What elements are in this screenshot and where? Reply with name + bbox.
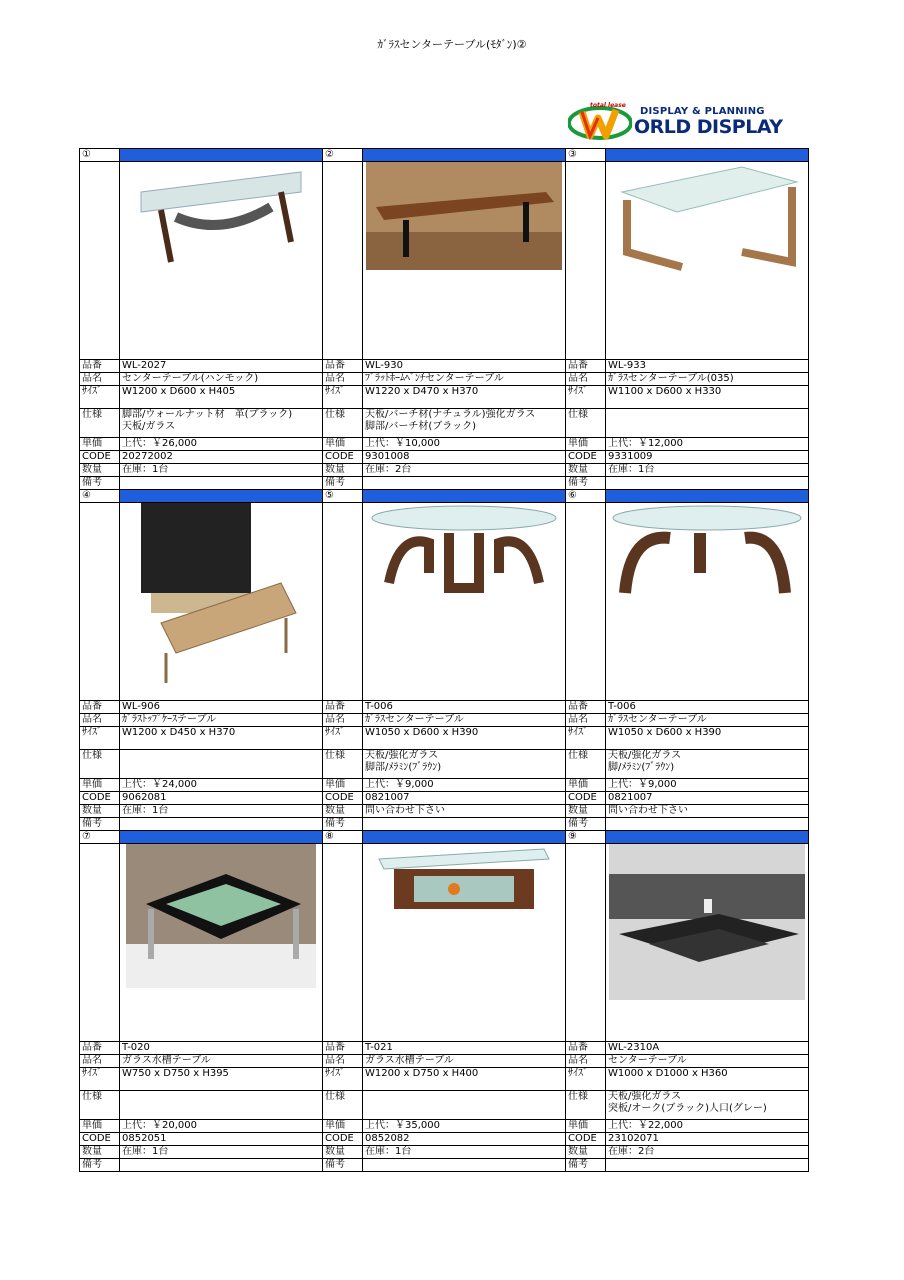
- item-number: ⑤: [323, 490, 363, 503]
- product-note: [363, 818, 566, 831]
- field-label: 仕様: [566, 750, 606, 779]
- field-label: 備考: [323, 818, 363, 831]
- image-label-cell: [80, 844, 120, 1042]
- image-label-cell: [80, 503, 120, 701]
- field-label: 品名: [323, 1055, 363, 1068]
- field-label: 仕様: [323, 1091, 363, 1120]
- product-code: 9301008: [363, 451, 566, 464]
- field-label: 単価: [566, 438, 606, 451]
- field-label: 品番: [323, 701, 363, 714]
- logo-wordmark: ORLD DISPLAY: [634, 116, 783, 138]
- catalog-table: [79, 148, 809, 1172]
- product-code-no: WL-2027: [120, 360, 323, 373]
- field-label: 備考: [323, 1159, 363, 1172]
- field-label: CODE: [80, 792, 120, 805]
- field-label: 品名: [80, 373, 120, 386]
- product-spec: [606, 750, 809, 779]
- field-label: 備考: [323, 477, 363, 490]
- field-row-price: [80, 1120, 809, 1133]
- field-row-code_no: [80, 701, 809, 714]
- product-quantity: 在庫：2台: [363, 464, 566, 477]
- header-row: [80, 490, 809, 503]
- field-row-code: [80, 451, 809, 464]
- product-name: ガラス水槽テーブル: [120, 1055, 323, 1068]
- product-image: [363, 162, 566, 360]
- product-price: 上代：￥35,000: [363, 1120, 566, 1133]
- image-row: [80, 503, 809, 701]
- product-code-no: WL-930: [363, 360, 566, 373]
- item-number: ⑥: [566, 490, 606, 503]
- item-number: ①: [80, 149, 120, 162]
- header-row: [80, 149, 809, 162]
- spec-line-2: 脚部/バーチ材(ブラック): [365, 421, 476, 432]
- field-label: 品番: [566, 701, 606, 714]
- product-name: センターテーブル(ハンモック): [120, 373, 323, 386]
- product-size: W1200 x D750 x H400: [363, 1068, 566, 1091]
- field-label: 単価: [80, 438, 120, 451]
- image-row: [80, 844, 809, 1042]
- field-label: ｻｲｽﾞ: [323, 727, 363, 750]
- field-label: 単価: [323, 1120, 363, 1133]
- product-price: 上代：￥20,000: [120, 1120, 323, 1133]
- field-label: 備考: [80, 477, 120, 490]
- product-name: ｶﾞﾗｽセンターテーブル: [606, 714, 809, 727]
- field-label: 品名: [566, 373, 606, 386]
- field-label: 仕様: [323, 409, 363, 438]
- image-label-cell: [80, 162, 120, 360]
- field-label: CODE: [566, 451, 606, 464]
- field-row-qty: [80, 464, 809, 477]
- field-label: 品名: [323, 714, 363, 727]
- field-label: CODE: [80, 451, 120, 464]
- field-row-qty: [80, 1146, 809, 1159]
- product-image: [120, 162, 323, 360]
- field-row-code_no: [80, 360, 809, 373]
- product-size: W1100 x D600 x H330: [606, 386, 809, 409]
- product-name: ｶﾞﾗｽセンターテーブル(035): [606, 373, 809, 386]
- spec-line-2: 脚部/ﾒﾗﾐﾝ(ﾌﾞﾗｳﾝ): [365, 762, 442, 773]
- field-label: 品番: [80, 701, 120, 714]
- product-code-no: WL-2310A: [606, 1042, 809, 1055]
- field-label: ｻｲｽﾞ: [323, 1068, 363, 1091]
- product-quantity: 在庫：1台: [120, 1146, 323, 1159]
- product-price: 上代：￥9,000: [363, 779, 566, 792]
- product-quantity: 在庫：1台: [120, 805, 323, 818]
- item-number: ⑦: [80, 831, 120, 844]
- product-size: W1200 x D450 x H370: [120, 727, 323, 750]
- product-spec: [606, 1091, 809, 1120]
- product-spec: [120, 409, 323, 438]
- field-label: 単価: [80, 1120, 120, 1133]
- header-bar: [120, 149, 323, 162]
- product-code: 0852082: [363, 1133, 566, 1146]
- item-number: ⑧: [323, 831, 363, 844]
- product-name: センターテーブル: [606, 1055, 809, 1068]
- product-price: 上代：￥26,000: [120, 438, 323, 451]
- field-label: 数量: [566, 1146, 606, 1159]
- product-price: 上代：￥22,000: [606, 1120, 809, 1133]
- field-row-spec: [80, 1091, 809, 1120]
- field-label: 品名: [323, 373, 363, 386]
- header-bar: [120, 490, 323, 503]
- header-bar: [363, 149, 566, 162]
- field-label: 品番: [323, 360, 363, 373]
- product-note: [120, 818, 323, 831]
- header-row: [80, 831, 809, 844]
- field-label: 単価: [80, 779, 120, 792]
- field-label: 品名: [566, 1055, 606, 1068]
- field-label: 品名: [80, 1055, 120, 1068]
- product-code: 23102071: [606, 1133, 809, 1146]
- product-quantity: 在庫：1台: [120, 464, 323, 477]
- field-label: 備考: [566, 477, 606, 490]
- field-label: 数量: [80, 1146, 120, 1159]
- field-label: ｻｲｽﾞ: [566, 727, 606, 750]
- product-note: [120, 1159, 323, 1172]
- field-label: 数量: [566, 805, 606, 818]
- field-label: 数量: [323, 1146, 363, 1159]
- header-bar: [363, 490, 566, 503]
- product-code: 9062081: [120, 792, 323, 805]
- product-name: ｶﾞﾗｽﾄｯﾌﾟｹｰｽテーブル: [120, 714, 323, 727]
- field-label: 品名: [566, 714, 606, 727]
- image-row: [80, 162, 809, 360]
- field-label: CODE: [323, 792, 363, 805]
- header-bar: [606, 490, 809, 503]
- item-number: ②: [323, 149, 363, 162]
- field-label: 備考: [566, 818, 606, 831]
- logo-tagline: total lease: [590, 102, 626, 109]
- product-size: W750 x D750 x H395: [120, 1068, 323, 1091]
- field-label: ｻｲｽﾞ: [566, 386, 606, 409]
- image-label-cell: [566, 503, 606, 701]
- product-size: W1050 x D600 x H390: [363, 727, 566, 750]
- field-label: 備考: [80, 1159, 120, 1172]
- product-code-no: T-021: [363, 1042, 566, 1055]
- field-row-spec: [80, 409, 809, 438]
- product-note: [606, 818, 809, 831]
- field-label: CODE: [566, 1133, 606, 1146]
- product-quantity: 在庫：1台: [363, 1146, 566, 1159]
- product-note: [363, 1159, 566, 1172]
- header-bar: [606, 831, 809, 844]
- product-size: W1050 x D600 x H390: [606, 727, 809, 750]
- product-image: [363, 844, 566, 1042]
- image-label-cell: [323, 844, 363, 1042]
- field-row-size: [80, 727, 809, 750]
- field-row-price: [80, 438, 809, 451]
- spec-line-1: 天板/強化ガラス: [608, 1091, 682, 1102]
- product-note: [120, 477, 323, 490]
- field-row-note: [80, 818, 809, 831]
- header-bar: [363, 831, 566, 844]
- spec-line-1: 脚部/ウォールナット材 革(ブラック): [122, 409, 293, 420]
- field-row-code: [80, 792, 809, 805]
- field-label: ｻｲｽﾞ: [566, 1068, 606, 1091]
- product-image: [606, 503, 809, 701]
- product-code: 0821007: [606, 792, 809, 805]
- product-size: W1000 x D1000 x H360: [606, 1068, 809, 1091]
- field-label: 仕様: [323, 750, 363, 779]
- world-display-logo: [568, 104, 808, 140]
- image-label-cell: [566, 162, 606, 360]
- field-row-name: [80, 714, 809, 727]
- field-label: 品名: [80, 714, 120, 727]
- field-row-qty: [80, 805, 809, 818]
- field-label: 仕様: [80, 750, 120, 779]
- product-image: [120, 844, 323, 1042]
- product-code: 9331009: [606, 451, 809, 464]
- product-note: [606, 477, 809, 490]
- field-row-price: [80, 779, 809, 792]
- product-code: 20272002: [120, 451, 323, 464]
- field-label: 単価: [566, 1120, 606, 1133]
- item-number: ③: [566, 149, 606, 162]
- field-label: 備考: [566, 1159, 606, 1172]
- field-label: 単価: [323, 438, 363, 451]
- image-label-cell: [566, 844, 606, 1042]
- product-note: [606, 1159, 809, 1172]
- field-label: CODE: [323, 1133, 363, 1146]
- field-label: 数量: [323, 464, 363, 477]
- field-row-note: [80, 1159, 809, 1172]
- image-label-cell: [323, 503, 363, 701]
- product-spec: [363, 409, 566, 438]
- field-label: CODE: [80, 1133, 120, 1146]
- field-row-code: [80, 1133, 809, 1146]
- spec-line-2: 突板/オーク(ブラック)人口(グレー): [608, 1103, 767, 1114]
- product-code-no: WL-906: [120, 701, 323, 714]
- spec-line-1: 天板/強化ガラス: [365, 750, 439, 761]
- product-spec: [120, 1091, 323, 1120]
- header-bar: [120, 831, 323, 844]
- product-price: 上代：￥9,000: [606, 779, 809, 792]
- field-label: 仕様: [566, 409, 606, 438]
- logo-subtitle: DISPLAY & PLANNING: [640, 106, 765, 117]
- field-row-note: [80, 477, 809, 490]
- product-note: [363, 477, 566, 490]
- field-label: 数量: [566, 464, 606, 477]
- product-image: [120, 503, 323, 701]
- field-label: 仕様: [566, 1091, 606, 1120]
- field-label: 単価: [566, 779, 606, 792]
- field-label: CODE: [323, 451, 363, 464]
- field-row-code_no: [80, 1042, 809, 1055]
- field-label: 仕様: [80, 1091, 120, 1120]
- field-row-name: [80, 1055, 809, 1068]
- field-label: ｻｲｽﾞ: [80, 386, 120, 409]
- product-quantity: 在庫：2台: [606, 1146, 809, 1159]
- field-label: 品番: [566, 360, 606, 373]
- item-number: ⑨: [566, 831, 606, 844]
- field-label: 数量: [80, 805, 120, 818]
- spec-line-2: 天板/ガラス: [122, 421, 176, 432]
- field-label: 品番: [566, 1042, 606, 1055]
- product-image: [606, 844, 809, 1042]
- field-label: 品番: [80, 1042, 120, 1055]
- product-code-no: WL-933: [606, 360, 809, 373]
- product-price: 上代：￥12,000: [606, 438, 809, 451]
- product-name: ｶﾞﾗｽセンターテーブル: [363, 714, 566, 727]
- field-row-spec: [80, 750, 809, 779]
- product-quantity: 問い合わせ下さい: [363, 805, 566, 818]
- spec-line-1: 天板/強化ガラス: [608, 750, 682, 761]
- header-bar: [606, 149, 809, 162]
- field-label: ｻｲｽﾞ: [80, 1068, 120, 1091]
- field-label: 備考: [80, 818, 120, 831]
- product-spec: [120, 750, 323, 779]
- field-label: ｻｲｽﾞ: [80, 727, 120, 750]
- item-number: ④: [80, 490, 120, 503]
- product-spec: [606, 409, 809, 438]
- product-code-no: T-006: [606, 701, 809, 714]
- product-spec: [363, 1091, 566, 1120]
- product-price: 上代：￥10,000: [363, 438, 566, 451]
- logo-mark-icon: [568, 106, 632, 140]
- product-code-no: T-020: [120, 1042, 323, 1055]
- product-code-no: T-006: [363, 701, 566, 714]
- field-row-size: [80, 386, 809, 409]
- product-spec: [363, 750, 566, 779]
- field-row-name: [80, 373, 809, 386]
- field-label: 単価: [323, 779, 363, 792]
- product-code: 0852051: [120, 1133, 323, 1146]
- image-label-cell: [323, 162, 363, 360]
- field-label: 品番: [323, 1042, 363, 1055]
- field-label: 仕様: [80, 409, 120, 438]
- field-label: 品番: [80, 360, 120, 373]
- field-label: 数量: [323, 805, 363, 818]
- product-size: W1220 x D470 x H370: [363, 386, 566, 409]
- product-name: ﾌﾞﾗｯﾄﾎｰﾑﾍﾞﾝﾁセンターテーブル: [363, 373, 566, 386]
- spec-line-1: 天板/バーチ材(ナチュラル)強化ガラス: [365, 409, 536, 420]
- product-quantity: 問い合わせ下さい: [606, 805, 809, 818]
- field-label: CODE: [566, 792, 606, 805]
- field-row-size: [80, 1068, 809, 1091]
- product-name: ガラス水槽テーブル: [363, 1055, 566, 1068]
- field-label: ｻｲｽﾞ: [323, 386, 363, 409]
- spec-line-2: 脚/ﾒﾗﾐﾝ(ﾌﾞﾗｳﾝ): [608, 762, 675, 773]
- product-quantity: 在庫：1台: [606, 464, 809, 477]
- product-size: W1200 x D600 x H405: [120, 386, 323, 409]
- product-image: [363, 503, 566, 701]
- product-code: 0821007: [363, 792, 566, 805]
- page-title: ｶﾞﾗｽセンターテーブル(ﾓﾀﾞﾝ)②: [377, 38, 527, 51]
- product-price: 上代：￥24,000: [120, 779, 323, 792]
- product-image: [606, 162, 809, 360]
- field-label: 数量: [80, 464, 120, 477]
